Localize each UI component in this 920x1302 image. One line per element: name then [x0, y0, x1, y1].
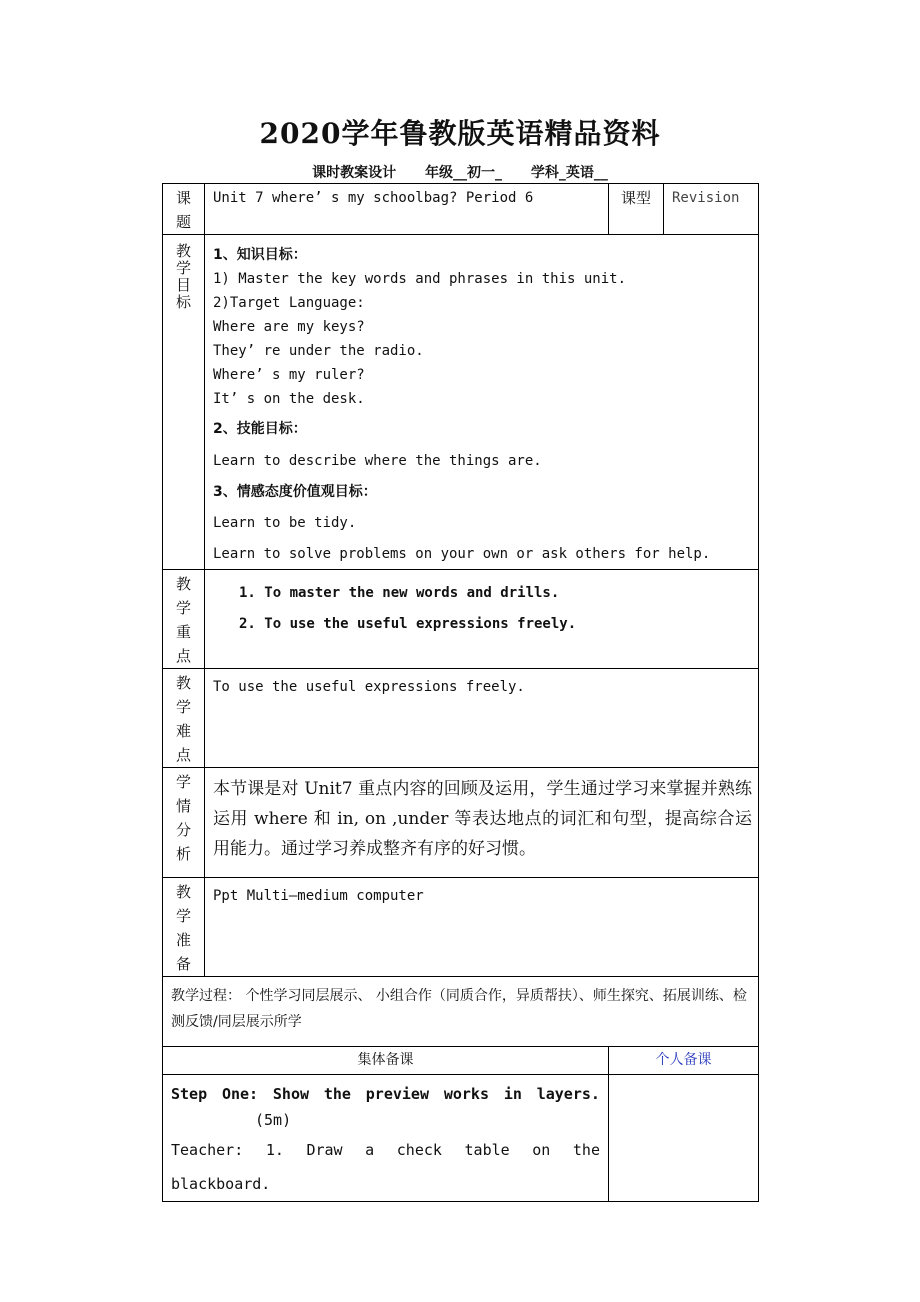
step-one-row [163, 1075, 759, 1202]
key-point-item: 1. To master the new words and drills. [239, 585, 560, 601]
analysis-row [163, 768, 759, 878]
process-content: 教学过程： 个性学习同层展示、 小组合作（同质合作，异质帮扶）、师生探究、拓展训练、检测反馈/同层展示所学 [163, 977, 759, 1047]
knowledge-line: 2)Target Language: [213, 295, 365, 311]
objectives-content [205, 235, 759, 570]
key-point-item: 2. To use the useful expressions freely. [239, 616, 577, 632]
knowledge-line: Where’ s my ruler? [213, 367, 365, 383]
type-value: Revision [664, 184, 759, 235]
preparation-row [163, 878, 759, 977]
teacher-line-cont: blackboard. [171, 1175, 271, 1193]
difficulties-label: 教 学 难 点 [163, 669, 205, 768]
knowledge-title: 1、知识目标： [213, 247, 307, 263]
key-points-row [163, 570, 759, 669]
collective-prep-header: 集体备课 [163, 1047, 609, 1075]
key-points-content [205, 570, 759, 669]
topic-row [163, 184, 759, 235]
subheader [0, 162, 920, 182]
knowledge-line: 1) Master the key words and phrases in this unit. [213, 271, 627, 287]
objectives-row [163, 235, 759, 570]
personal-prep-header: 个人备课 [609, 1047, 759, 1075]
step-one-time: (5m) [255, 1111, 292, 1129]
document-title: 2020学年鲁教版英语精品资料 [259, 117, 661, 150]
emotion-line: Learn to solve problems on your own or ask others for help. [213, 546, 711, 562]
step-one-title: Step One: Show the preview works in layers. [171, 1085, 600, 1103]
design-label: 课时教案设计 [312, 165, 397, 181]
key-points-label: 教 学 重 点 [163, 570, 205, 669]
objectives-label: 教学目标 [163, 235, 205, 570]
knowledge-line: They’ re under the radio. [213, 343, 424, 359]
skill-title: 2、技能目标： [213, 421, 307, 437]
subject-label: 学科_英语__ [530, 165, 608, 181]
grade-label: 年级__初一_ [425, 165, 502, 181]
preparation-content: Ppt Multi—medium computer [205, 878, 759, 977]
difficulties-content: To use the useful expressions freely. [205, 669, 759, 768]
knowledge-line: It’ s on the desk. [213, 391, 365, 407]
teacher-line: Teacher: 1. Draw a check table on the [171, 1141, 600, 1159]
prep-columns-row [163, 1047, 759, 1075]
topic-value: Unit 7 where’ s my schoolbag? Period 6 [205, 184, 609, 235]
lesson-plan-table [162, 183, 759, 1202]
emotion-line: Learn to be tidy. [213, 515, 357, 531]
analysis-label: 学 情 分 析 [163, 768, 205, 878]
difficulties-row [163, 669, 759, 768]
personal-prep-cell [609, 1075, 759, 1202]
preparation-label: 教 学 准 备 [163, 878, 205, 977]
emotion-title: 3、情感态度价值观目标： [213, 484, 377, 500]
skill-text: Learn to describe where the things are. [213, 453, 542, 469]
topic-label: 课 题 [163, 184, 205, 235]
process-row [163, 977, 759, 1047]
analysis-content: 本节课是对 Unit7 重点内容的回顾及运用，学生通过学习来掌握并熟练运用 where 和 in, on ,under 等表达地点的词汇和句型，提高综合运用能力。通过学习养成整齐有序的好习惯。 [205, 768, 759, 878]
knowledge-line: Where are my keys? [213, 319, 365, 335]
type-label: 课型 [609, 184, 664, 235]
step-one-content [163, 1075, 609, 1202]
